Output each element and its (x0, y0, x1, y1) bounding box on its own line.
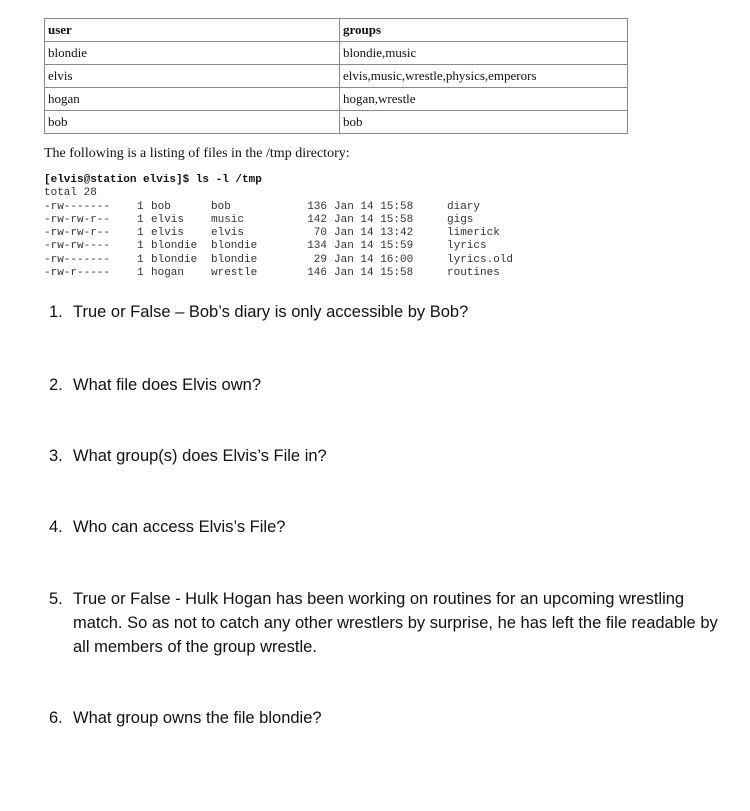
question-item (49, 706, 729, 730)
question-number: 6. (49, 709, 63, 727)
question-item (49, 300, 729, 324)
file-name: lyrics (447, 240, 487, 253)
question-number: 1. (49, 303, 63, 321)
file-date: Jan 14 13:42 (334, 227, 414, 240)
file-date: Jan 14 16:00 (334, 253, 414, 266)
table-cell-user: hogan (45, 88, 340, 111)
listing-intro-text: The following is a listing of files in the /tmp directory: (44, 146, 350, 161)
file-name: routines (447, 267, 500, 280)
question-text: What file does Elvis own? (73, 376, 262, 394)
file-group: wrestle (211, 267, 258, 280)
file-link-count: 1 (137, 200, 144, 213)
question-number: 5. (49, 590, 63, 608)
file-permissions: -rw-rw-r-- (44, 213, 111, 226)
file-date: Jan 14 15:58 (334, 267, 414, 280)
table-cell-groups: hogan,wrestle (340, 88, 628, 111)
file-group: music (211, 213, 245, 226)
file-date: Jan 14 15:59 (334, 240, 414, 253)
shell-prompt-command: [elvis@station elvis]$ ls -l /tmp (44, 174, 262, 186)
file-permissions: -rw-r----- (44, 267, 111, 280)
table-cell-groups: blondie,music (340, 42, 628, 65)
question-text: Who can access Elvis’s File? (73, 518, 286, 536)
file-date: Jan 14 15:58 (334, 213, 414, 226)
file-size: 70 (313, 227, 327, 240)
file-size: 134 (307, 240, 327, 253)
question-number: 3. (49, 447, 63, 465)
file-size: 29 (313, 253, 327, 266)
table-cell-user: blondie (45, 42, 340, 65)
file-name: gigs (447, 213, 474, 226)
file-name: diary (447, 200, 481, 213)
file-group: elvis (211, 227, 245, 240)
listing-total: total 28 (44, 187, 97, 200)
file-owner: elvis (151, 213, 185, 226)
question-item (49, 444, 729, 468)
file-permissions: -rw-rw-r-- (44, 227, 111, 240)
question-text: What group(s) does Elvis’s File in? (73, 447, 327, 465)
file-group: bob (211, 200, 231, 213)
column-header-groups: groups (340, 19, 628, 42)
question-item (49, 587, 729, 659)
file-owner: blondie (151, 240, 198, 253)
table-cell-groups: bob (340, 111, 628, 134)
file-name: lyrics.old (447, 253, 514, 266)
file-group: blondie (211, 253, 258, 266)
file-link-count: 1 (137, 253, 144, 266)
file-date: Jan 14 15:58 (334, 200, 414, 213)
file-permissions: -rw-rw---- (44, 240, 111, 253)
question-number: 4. (49, 518, 63, 536)
file-link-count: 1 (137, 267, 144, 280)
file-owner: elvis (151, 227, 185, 240)
file-permissions: -rw------- (44, 200, 111, 213)
question-text: True or False - Hulk Hogan has been working on routines for an upcoming wrestling match. So as not to catch any other wrestlers by surprise, he has left the file readable by all members of the group wrestle. (73, 590, 718, 656)
file-owner: blondie (151, 253, 198, 266)
file-name: limerick (447, 227, 500, 240)
file-owner: bob (151, 200, 171, 213)
table-cell-user: elvis (45, 65, 340, 88)
file-link-count: 1 (137, 213, 144, 226)
column-header-user: user (45, 19, 340, 42)
question-number: 2. (49, 376, 63, 394)
table-cell-user: bob (45, 111, 340, 134)
table-cell-groups: elvis,music,wrestle,physics,emperors (340, 65, 628, 88)
question-text: What group owns the file blondie? (73, 709, 322, 727)
file-permissions: -rw------- (44, 253, 111, 266)
file-link-count: 1 (137, 227, 144, 240)
file-owner: hogan (151, 267, 185, 280)
question-text: True or False – Bob’s diary is only accessible by Bob? (73, 303, 469, 321)
file-size: 146 (307, 267, 327, 280)
question-item (49, 373, 729, 397)
file-size: 142 (307, 213, 327, 226)
question-item (49, 515, 729, 539)
file-size: 136 (307, 200, 327, 213)
file-group: blondie (211, 240, 258, 253)
file-link-count: 1 (137, 240, 144, 253)
